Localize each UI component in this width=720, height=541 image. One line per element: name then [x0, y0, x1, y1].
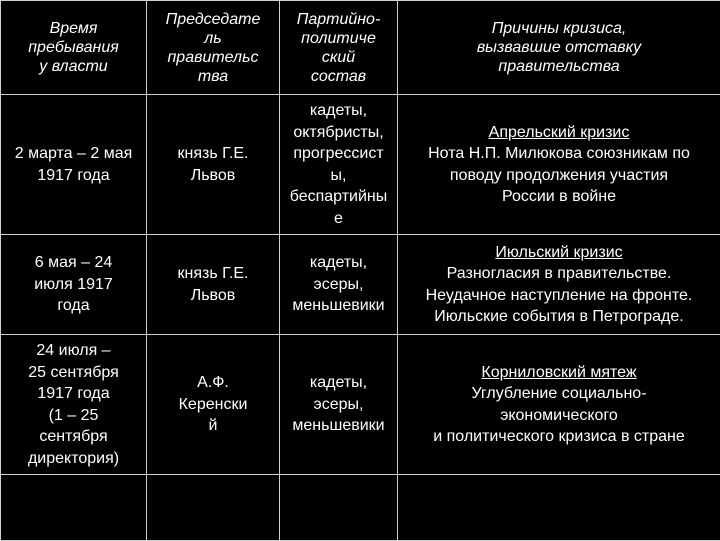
header-time-in-power: Время пребывания у власти [1, 1, 147, 95]
crisis-title: Июльский кризис [402, 242, 716, 264]
crisis-title: Корниловский мятеж [402, 362, 716, 384]
parties-cell: кадеты, октябристы, прогрессист ы, беспартийны е [280, 95, 398, 235]
chairman-cell: князь Г.Е. Львов [147, 235, 280, 335]
empty-row [1, 475, 720, 541]
table-row [1, 235, 720, 335]
table-row [1, 95, 720, 235]
header-crisis-causes: Причины кризиса, вызвавшие отставку правительства [398, 1, 720, 95]
parties-cell: кадеты, эсеры, меньшевики [280, 235, 398, 335]
cause-cell: Корниловский мятеж Углубление социально- экономического и политического кризиса в стране [398, 335, 720, 475]
period-cell: 6 мая – 24 июля 1917 года [1, 235, 147, 335]
chairman-cell: князь Г.Е. Львов [147, 95, 280, 235]
header-chairman: Председате ль правительс тва [147, 1, 280, 95]
period-cell: 2 марта – 2 мая 1917 года [1, 95, 147, 235]
header-party-composition: Партийно- политиче ский состав [280, 1, 398, 95]
parties-cell: кадеты, эсеры, меньшевики [280, 335, 398, 475]
cause-cell: Июльский кризис Разногласия в правительстве. Неудачное наступление на фронте. Июльские события в Петрограде. [398, 235, 720, 335]
crisis-title: Апрельский кризис [402, 122, 716, 144]
cause-cell: Апрельский кризис Нота Н.П. Милюкова союзникам по поводу продолжения участия России в войне [398, 95, 720, 235]
empty-cell [280, 475, 398, 541]
empty-cell [1, 475, 147, 541]
header-row [1, 1, 720, 95]
empty-cell [398, 475, 720, 541]
period-cell: 24 июля – 25 сентября 1917 года (1 – 25 сентября директория) [1, 335, 147, 475]
empty-cell [147, 475, 280, 541]
chairman-cell: А.Ф. Керенски й [147, 335, 280, 475]
table-row [1, 335, 720, 475]
